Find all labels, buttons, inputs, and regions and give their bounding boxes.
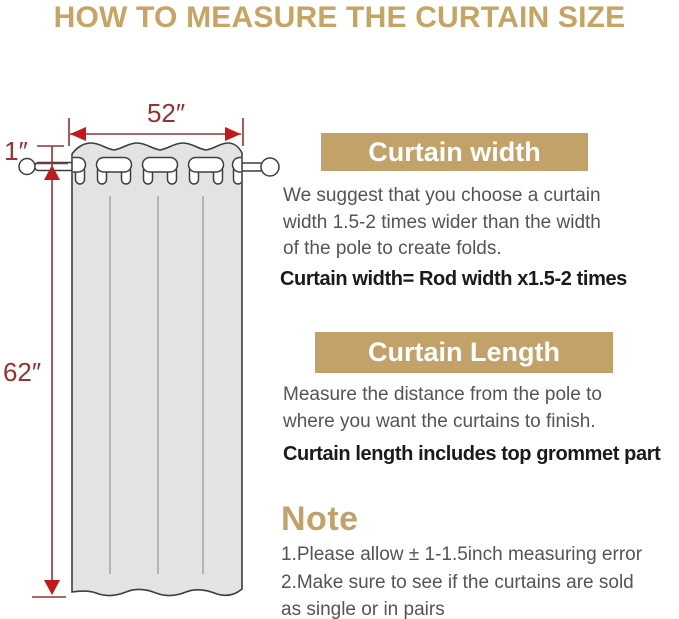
grommet-offset-dimension bbox=[4, 136, 68, 180]
width-dimension bbox=[69, 98, 243, 146]
text-line: width 1.5-2 times wider than the width bbox=[283, 211, 601, 233]
rod-finial-right bbox=[261, 158, 279, 176]
text-line: Measure the distance from the pole to bbox=[283, 384, 602, 405]
curtain-length-description bbox=[283, 382, 602, 435]
note-item: 2.Make sure to see if the curtains are sold bbox=[281, 571, 634, 593]
note-item: 1.Please allow ± 1-1.5inch measuring error bbox=[281, 544, 643, 565]
curtain-length-heading: Curtain Length bbox=[315, 332, 613, 373]
note-heading: Note bbox=[281, 500, 359, 538]
grommet-offset-label: 1″ bbox=[4, 136, 28, 166]
text-line: of the pole to create folds. bbox=[283, 238, 502, 259]
text-line: where you want the curtains to finish. bbox=[283, 410, 596, 432]
length-dimension bbox=[3, 146, 66, 597]
arrow-right-icon bbox=[225, 127, 241, 141]
curtain-diagram bbox=[0, 95, 300, 619]
length-dimension-label: 62″ bbox=[2, 357, 42, 387]
page-title: HOW TO MEASURE THE CURTAIN SIZE bbox=[53, 1, 626, 34]
note-item: as single or in pairs bbox=[281, 599, 445, 619]
curtain-width-formula: Curtain width= Rod width x1.5-2 times bbox=[280, 268, 627, 290]
width-dimension-label: 52″ bbox=[146, 98, 186, 128]
curtain-panel bbox=[72, 143, 242, 596]
text-line: We suggest that you choose a curtain bbox=[283, 185, 601, 206]
curtain-width-description bbox=[283, 183, 601, 263]
curtain-width-heading: Curtain width bbox=[321, 133, 588, 171]
arrow-left-icon bbox=[70, 127, 86, 141]
arrow-down-icon bbox=[44, 580, 60, 595]
curtain-length-formula: Curtain length includes top grommet part bbox=[283, 443, 661, 465]
note-list bbox=[281, 541, 642, 619]
